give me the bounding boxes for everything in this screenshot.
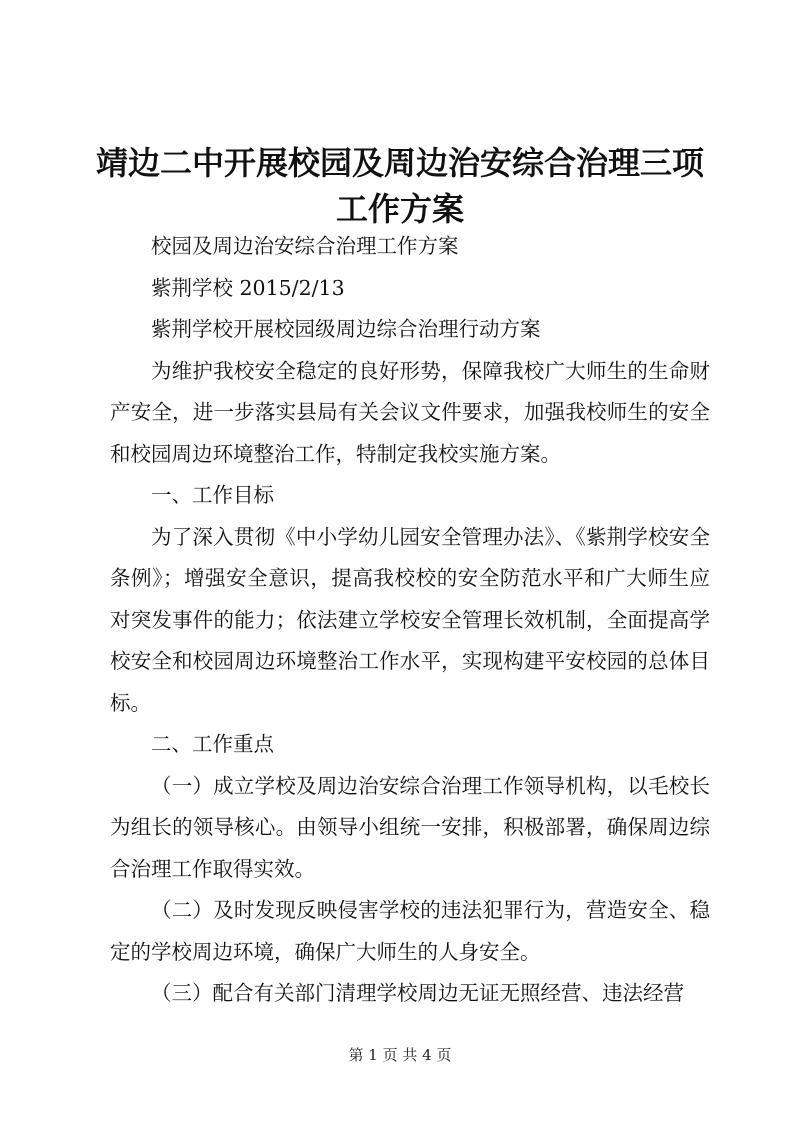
section-heading-goals: 一、工作目标 xyxy=(151,483,274,507)
paragraph-subtitle: 校园及周边治安综合治理工作方案 xyxy=(151,234,459,258)
paragraph-goals: 为了深入贯彻《中小学幼儿园安全管理办法》、《紫荆学校安全条例》；增强安全意识，提高我校校的安全防范水平和广大师生应对突发事件的能力；依法建立学校安全管理长效机制，全面提高学校安全和校园周边环境整治工作水平，实现构建平安校园的总体目标。 xyxy=(110,524,710,715)
paragraph-intro: 为维护我校安全稳定的良好形势，保障我校广大师生的生命财产安全，进一步落实县局有关会议文件要求，加强我校师生的安全和校园周边环境整治工作，特制定我校实施方案。 xyxy=(110,358,710,466)
section-heading-focus: 二、工作重点 xyxy=(151,732,274,756)
document-title: 靖边二中开展校园及周边治安综合治理三项工作方案 xyxy=(95,144,704,228)
document-body xyxy=(110,226,710,1015)
paragraph-plan-name: 紫荆学校开展校园级周边综合治理行动方案 xyxy=(151,317,541,341)
paragraph-focus-2: （二）及时发现反映侵害学校的违法犯罪行为，营造安全、稳定的学校周边环境，确保广大师生的人身安全。 xyxy=(110,898,710,964)
page-footer: 第 1 页 共 4 页 xyxy=(348,1046,452,1064)
paragraph-focus-1: （一）成立学校及周边治安综合治理工作领导机构，以毛校长为组长的领导核心。由领导小组统一安排，积极部署，确保周边综合治理工作取得实效。 xyxy=(110,773,710,881)
paragraph-focus-3: （三）配合有关部门清理学校周边无证无照经营、违法经营 xyxy=(151,981,684,1005)
paragraph-author-date: 紫荆学校 2015/2/13 xyxy=(151,275,345,300)
